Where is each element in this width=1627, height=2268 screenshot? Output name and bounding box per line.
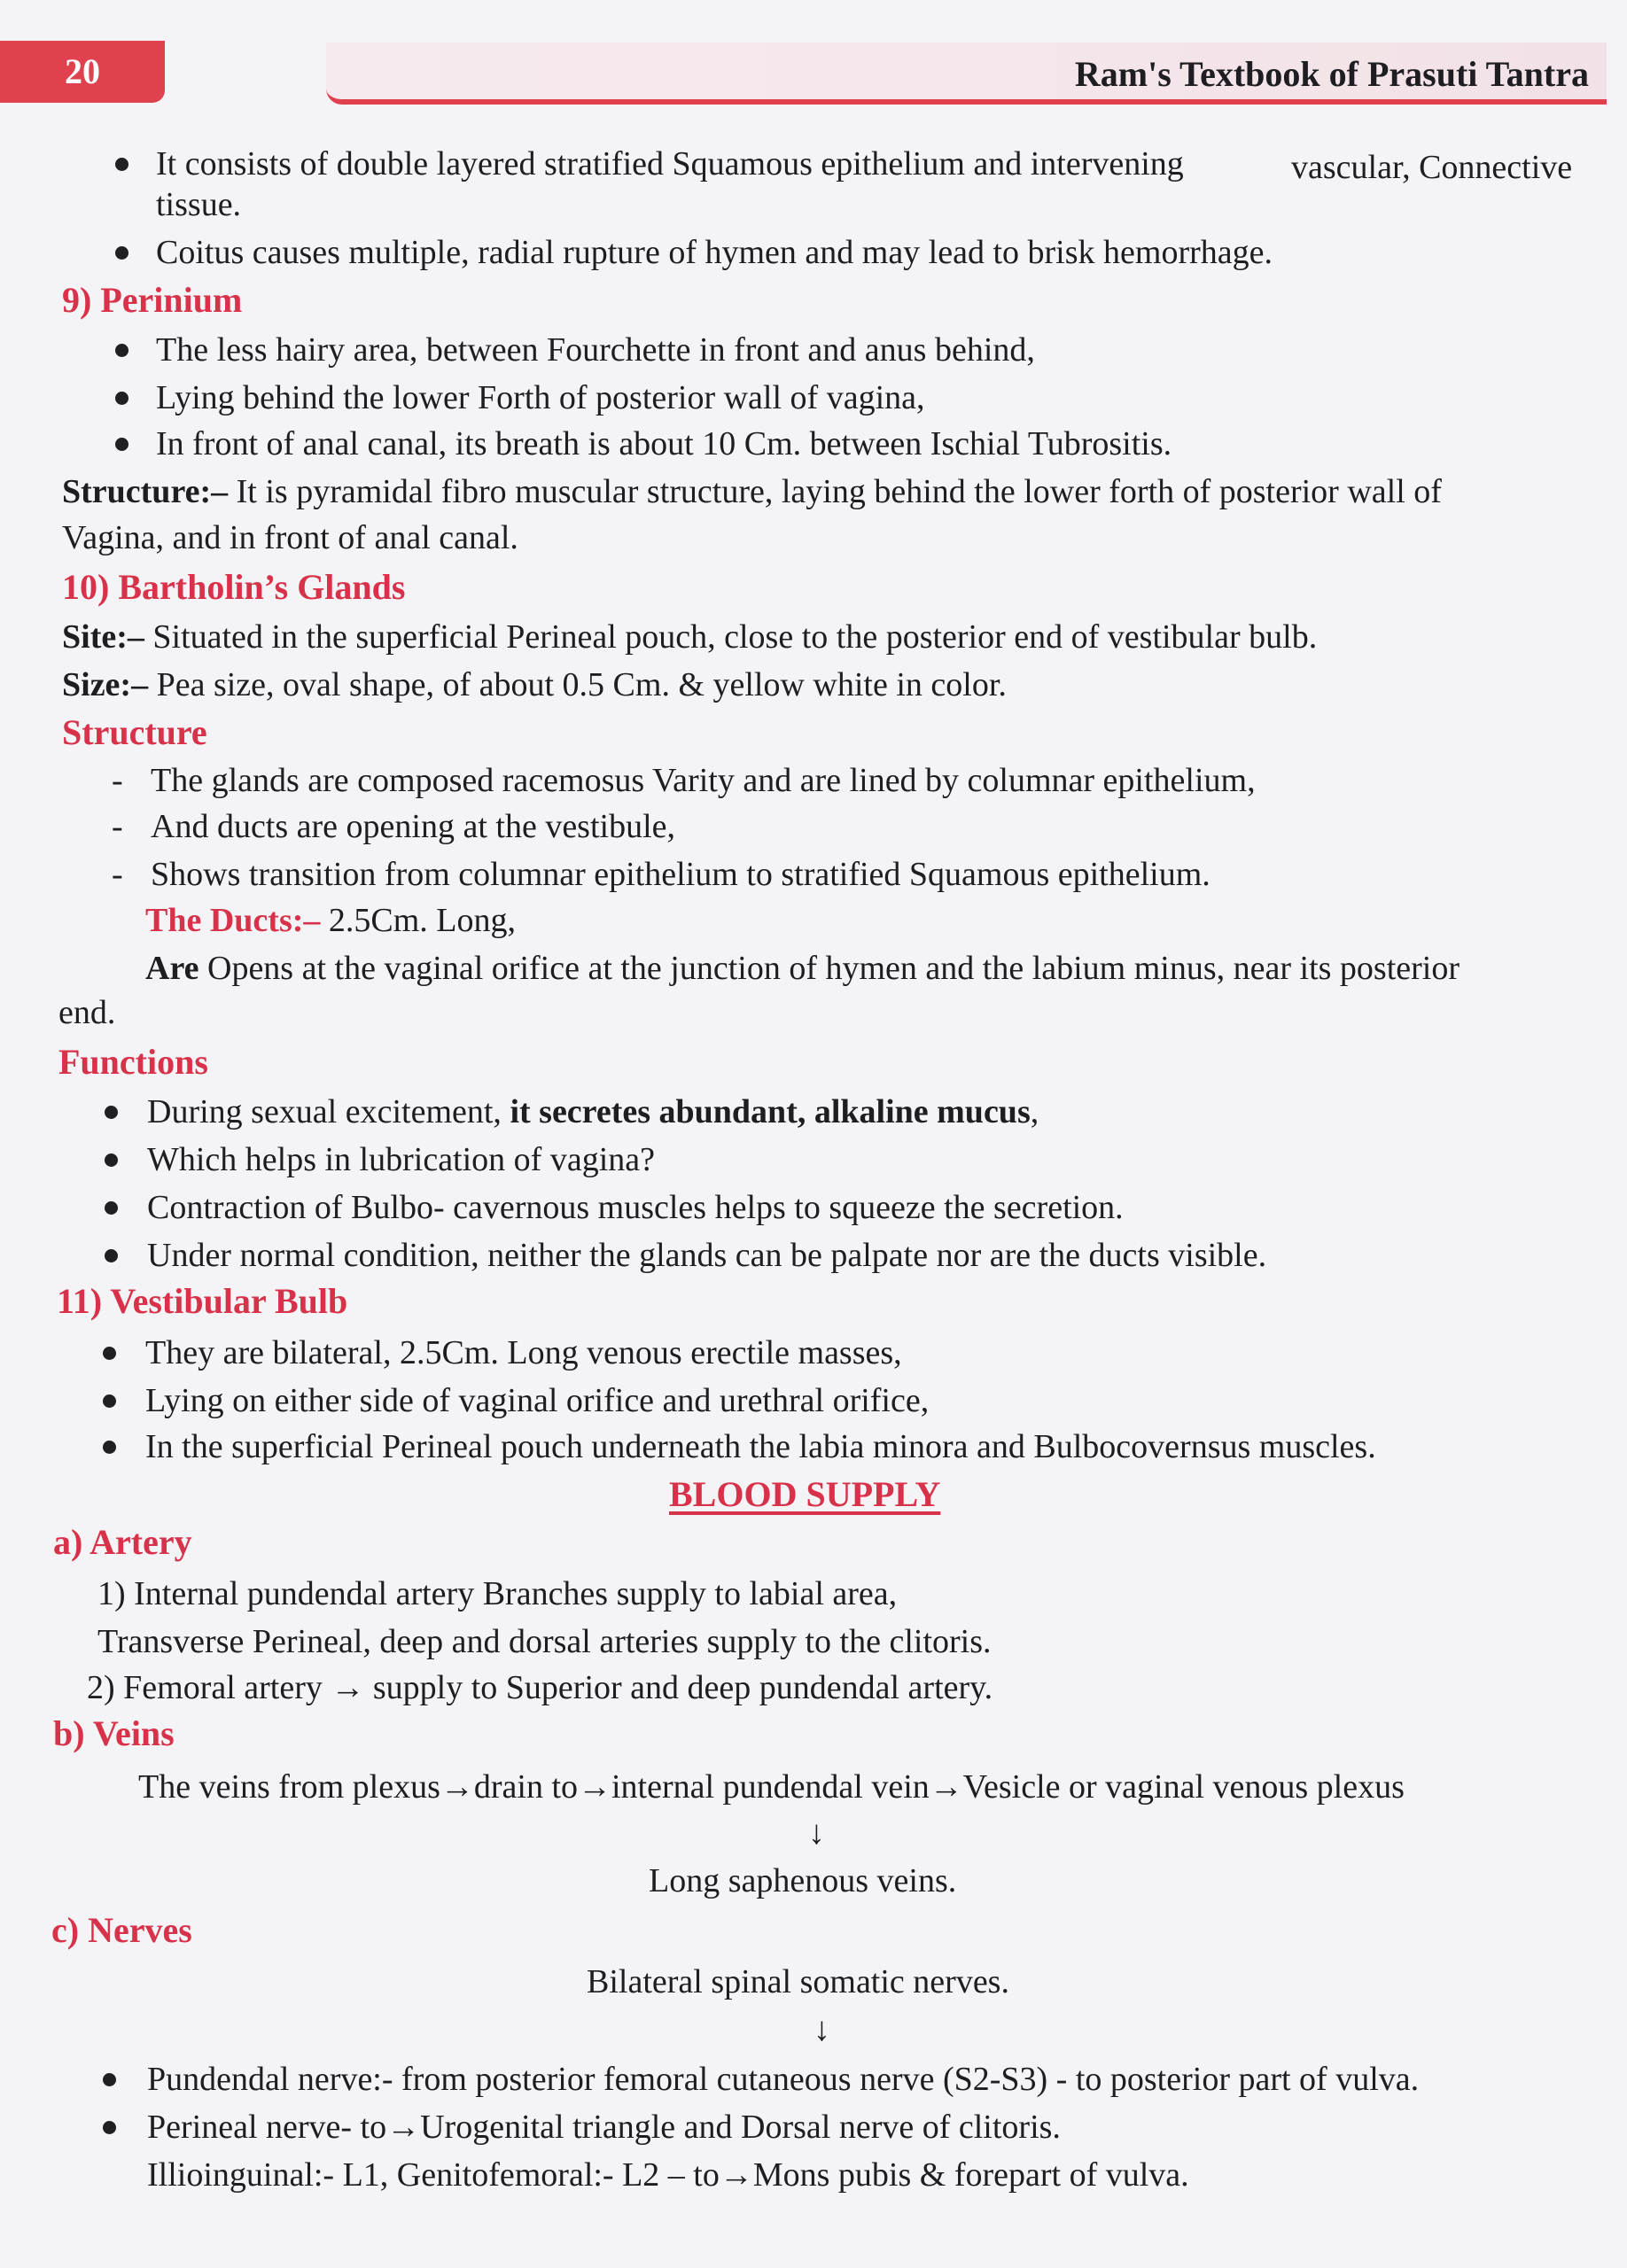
bartholin-functions-heading: Functions [58,1042,208,1082]
artery-line-3: 2) Femoral artery → supply to Superior and deep pundendal artery. [87,1669,993,1706]
bullet-icon [115,158,128,171]
dash-icon: - [112,856,123,893]
section-heading-vestibular-bulb: 11) Vestibular Bulb [57,1281,348,1321]
intro-bullet-1-line-1b: vascular, Connective [1291,149,1573,186]
bartholin-structure-item: The glands are composed racemosus Varity and are lined by columnar epithelium, [151,762,1256,799]
are-label: Are [145,950,199,987]
intro-bullet-1-line-2: tissue. [156,186,242,223]
site-label: Site:– [62,618,144,656]
vestibular-bulb-bullet: In the superficial Perineal pouch underneath the labia minora and Bulbocovernsus muscles. [145,1428,1376,1465]
functions-text: , [1030,1093,1039,1130]
dash-icon: - [112,762,123,799]
bartholin-structure-heading: Structure [62,712,207,752]
blood-supply-heading: BLOOD SUPPLY [669,1474,941,1514]
bullet-icon [103,2121,116,2134]
page-number: 20 [65,51,100,91]
site-text: Situated in the superficial Perineal pouch, close to the posterior end of vestibular bulb. [144,618,1318,656]
bartholin-site [62,617,1317,657]
size-text: Pea size, oval shape, of about 0.5 Cm. & yellow white in color. [148,666,1007,703]
size-label: Size:– [62,666,149,703]
perinium-bullet: In front of anal canal, its breath is about 10 Cm. between Ischial Tubrositis. [156,425,1172,462]
bullet-icon [103,1347,116,1360]
perinium-bullet: Lying behind the lower Forth of posterior wall of vagina, [156,379,925,416]
functions-bullet: Under normal condition, neither the glands can be palpate nor are the ducts visible. [147,1237,1267,1274]
intro-bullet-2: Coitus causes multiple, radial rupture of hymen and may lead to brisk hemorrhage. [156,234,1273,271]
down-arrow-icon: ↓ [814,2011,830,2048]
bullet-icon [115,438,128,451]
perinium-structure-line-2: Vagina, and in front of anal canal. [62,519,518,556]
functions-bullet: Contraction of Bulbo- cavernous muscles helps to squeeze the secretion. [147,1189,1124,1226]
bartholin-structure-item: And ducts are opening at the vestibule, [151,808,676,845]
structure-text: It is pyramidal fibro muscular structure, laying behind the lower forth of posterior wall of [228,473,1442,510]
nerves-center: Bilateral spinal somatic nerves. [587,1963,1009,2000]
bullet-icon [103,1394,116,1408]
bullet-icon [115,392,128,405]
bartholin-structure-item: Shows transition from columnar epithelium to stratified Squamous epithelium. [151,856,1211,893]
bullet-icon [115,246,128,260]
nerves-heading: c) Nerves [51,1910,192,1950]
section-heading-perinium: 9) Perinium [62,280,243,320]
artery-line-2: Transverse Perineal, deep and dorsal arteries supply to the clitoris. [97,1623,992,1660]
perinium-structure-line-1 [62,471,1442,512]
veins-heading: b) Veins [53,1713,175,1753]
ducts-text: 2.5Cm. Long, [320,902,517,939]
bartholin-are [145,948,1460,989]
nerves-line-3: Illioinguinal:- L1, Genitofemoral:- L2 – to→Mons pubis & forepart of vulva. [147,2156,1189,2194]
nerves-bullet: Pundendal nerve:- from posterior femoral cutaneous nerve (S2-S3) - to posterior part of vulva. [147,2061,1420,2098]
book-title: Ram's Textbook of Prasuti Tantra [1074,54,1589,94]
dash-icon: - [112,808,123,845]
functions-bullet [147,1091,1039,1132]
bartholin-ducts [145,900,516,941]
vestibular-bulb-bullet: Lying on either side of vaginal orifice and urethral orifice, [145,1382,930,1419]
functions-text: During sexual excitement, [147,1093,510,1130]
bullet-icon [105,1106,118,1119]
artery-line-1: 1) Internal pundendal artery Branches supply to labial area, [97,1575,898,1612]
ducts-label: The Ducts:– [145,902,321,939]
artery-heading: a) Artery [53,1522,192,1562]
functions-bullet: Which helps in lubrication of vagina? [147,1141,655,1178]
are-text: Opens at the vaginal orifice at the junction of hymen and the labium minus, near its posterior [199,950,1460,987]
vestibular-bulb-bullet: They are bilateral, 2.5Cm. Long venous erectile masses, [145,1334,902,1371]
perinium-bullet: The less hairy area, between Fourchette in front and anus behind, [156,331,1035,369]
intro-bullet-1-line-1a: It consists of double layered stratified Squamous epithelium and intervening [156,145,1184,183]
down-arrow-icon: ↓ [808,1814,825,1852]
bullet-icon [105,1249,118,1262]
section-heading-bartholin: 10) Bartholin’s Glands [62,567,406,607]
bullet-icon [115,344,128,357]
bullet-icon [105,1153,118,1167]
bullet-icon [103,2073,116,2086]
nerves-bullet: Perineal nerve- to→Urogenital triangle and Dorsal nerve of clitoris. [147,2109,1061,2146]
veins-end: Long saphenous veins. [649,1862,957,1899]
structure-label: Structure:– [62,473,229,510]
bartholin-size [62,664,1007,705]
functions-emphasis: it secretes abundant, alkaline mucus [510,1093,1031,1130]
bartholin-are-end: end. [58,994,116,1031]
veins-line: The veins from plexus→drain to→internal pundendal vein→Vesicle or vaginal venous plexus [138,1768,1405,1806]
bullet-icon [105,1201,118,1215]
bullet-icon [103,1441,116,1454]
